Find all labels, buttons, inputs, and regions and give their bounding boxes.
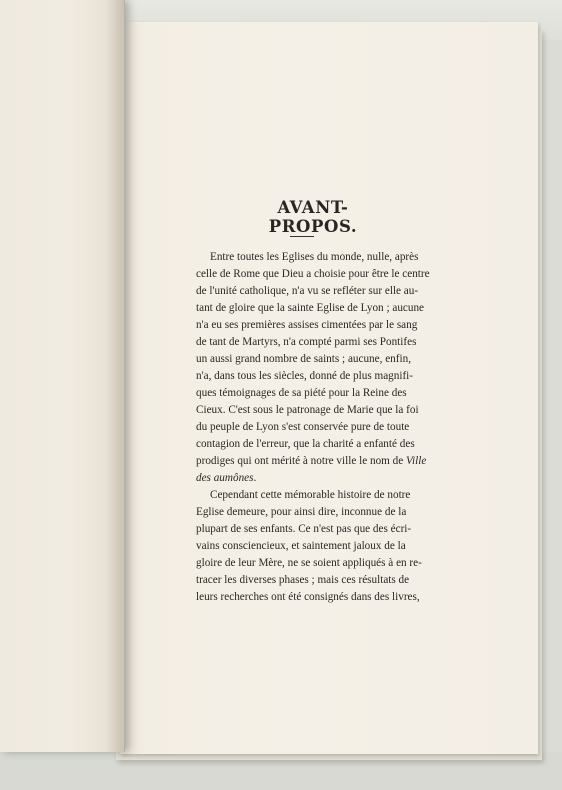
text-line: Cieux. C'est sous le patronage de Marie que la foi [196, 404, 419, 416]
text-line: ques témoignages de sa piété pour la Reine des [196, 387, 407, 399]
text-line: Cependant cette mémorable histoire de notre [210, 489, 411, 501]
text-line: Eglise demeure, pour ainsi dire, inconnue de la [196, 506, 407, 518]
text-line: leurs recherches ont été consignés dans des livres, [196, 591, 420, 603]
text-line: tracer les diverses phases ; mais ces résultats de [196, 574, 410, 586]
italic-text: Ville [406, 455, 427, 467]
text-line: tant de gloire que la sainte Eglise de Lyon ; aucune [196, 302, 425, 314]
text-line: de tant de Martyrs, n'a compté parmi ses Pontifes [196, 336, 417, 348]
text-line [196, 453, 432, 470]
text-segment: prodiges qui ont mérité à notre ville le nom de [196, 455, 404, 467]
text-line: gloire de leur Mère, ne se soient appliqués à en re- [196, 557, 422, 569]
text-line: n'a eu ses premières assises cimentées par le sang [196, 319, 418, 331]
text-line: du peuple de Lyon s'est conservée pure de toute [196, 421, 410, 433]
text-line [196, 470, 432, 487]
text-line: plupart de ses enfants. Ce n'est pas que des écri- [196, 523, 412, 535]
punctuation: . [253, 472, 257, 484]
title-rule [290, 236, 314, 237]
page-title: AVANT-PROPOS. [268, 198, 358, 236]
body-text [196, 249, 432, 606]
text-line: n'a, dans tous les siècles, donné de plus magnifi- [196, 370, 414, 382]
italic-text: des aumônes [196, 472, 254, 484]
left-page-edge [0, 0, 125, 752]
text-line: vains consciencieux, et saintement jaloux de la [196, 540, 406, 552]
text-line: contagion de l'erreur, que la charité a enfanté des [196, 438, 415, 450]
text-line: de l'unité catholique, n'a vu se refléter sur elle au- [196, 285, 419, 297]
text-line: Entre toutes les Eglises du monde, nulle, après [210, 251, 419, 263]
text-line: celle de Rome que Dieu a choisie pour être le centre [196, 268, 430, 280]
text-line: un aussi grand nombre de saints ; aucune, enfin, [196, 353, 411, 365]
